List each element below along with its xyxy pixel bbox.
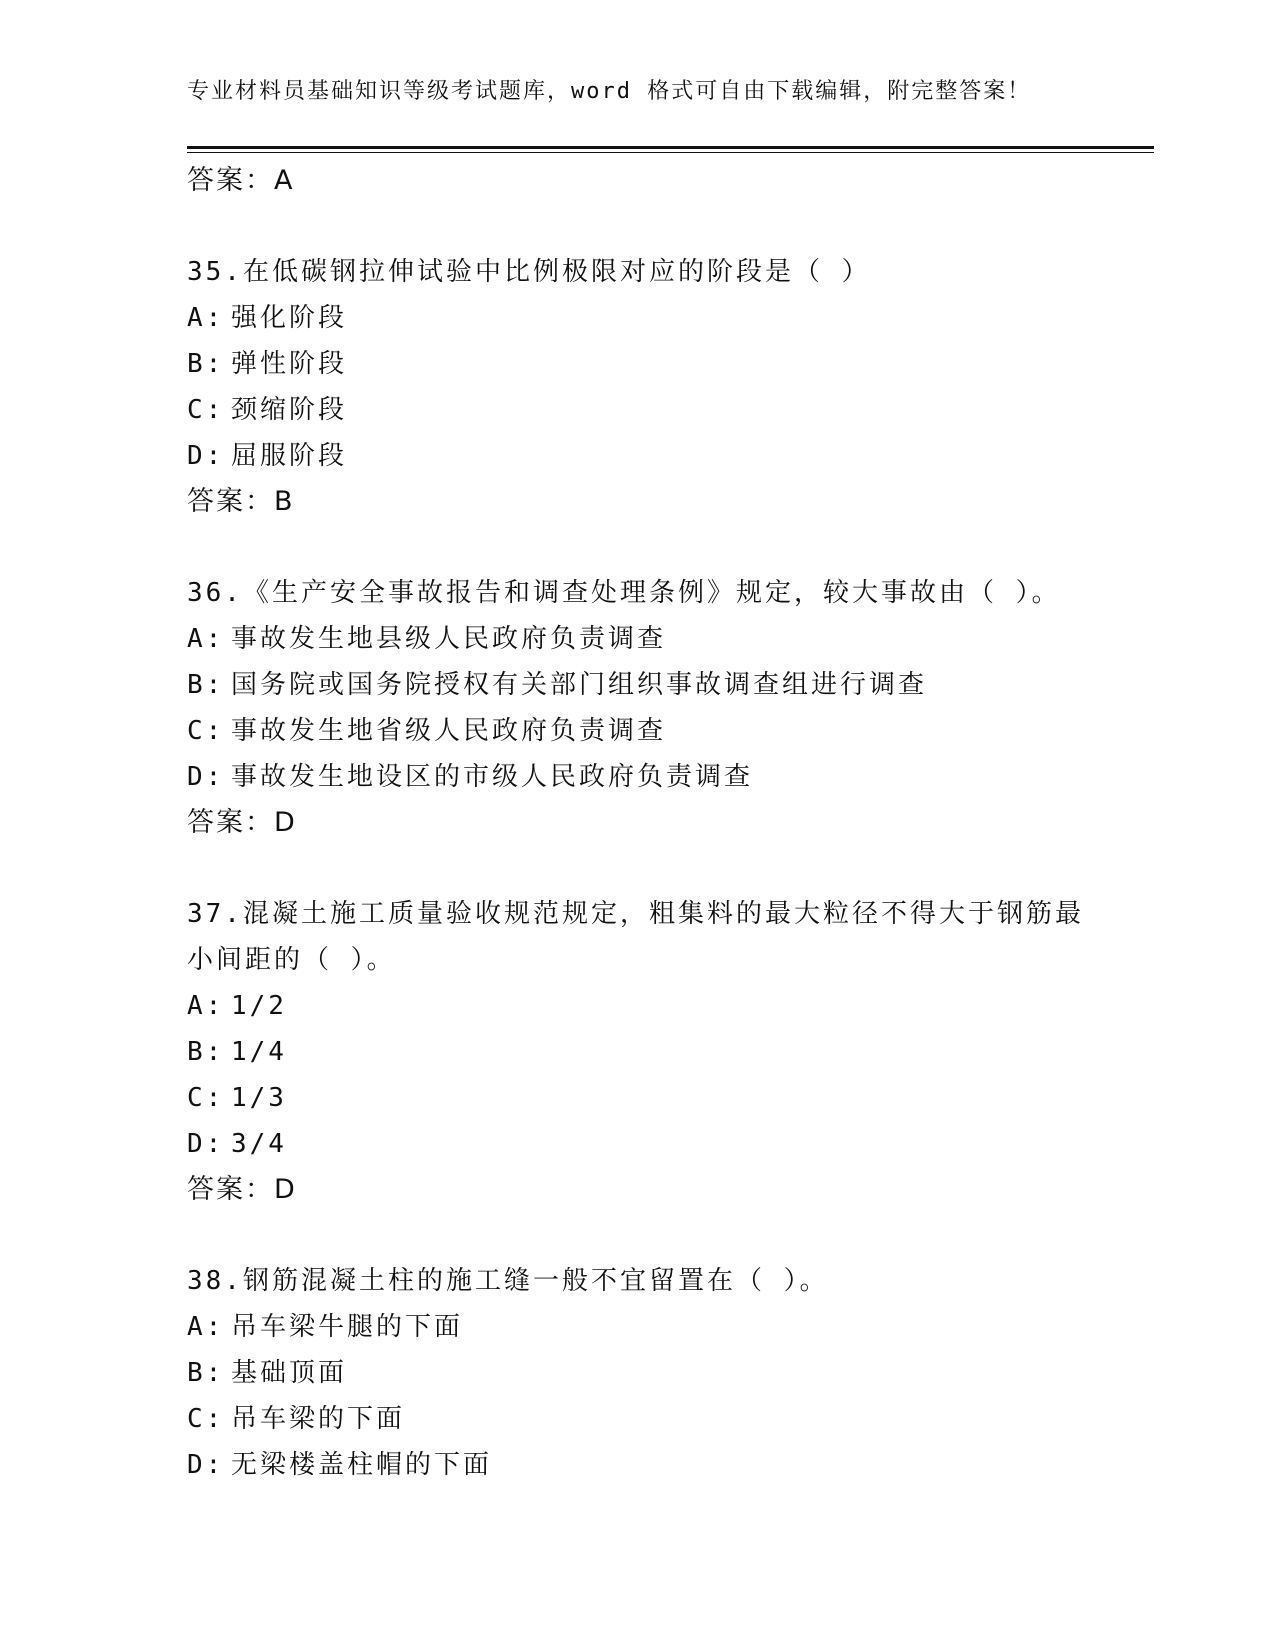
option-b bbox=[187, 1029, 1087, 1075]
option-text: 1/3 bbox=[231, 1083, 287, 1113]
option-key: D: bbox=[187, 1129, 225, 1159]
option-key: A: bbox=[187, 1312, 225, 1342]
option-key: C: bbox=[187, 716, 225, 746]
question-38 bbox=[187, 1258, 1087, 1488]
option-key: C: bbox=[187, 395, 225, 425]
question-35 bbox=[187, 249, 1087, 525]
option-a bbox=[187, 983, 1087, 1029]
option-text: 吊车梁牛腿的下面 bbox=[231, 1312, 464, 1342]
option-b bbox=[187, 662, 1087, 708]
page-header: 专业材料员基础知识等级考试题库，word 格式可自由下载编辑，附完整答案！ bbox=[187, 79, 1032, 104]
option-text: 1/2 bbox=[231, 991, 287, 1021]
option-c bbox=[187, 1396, 1087, 1442]
option-text: 1/4 bbox=[231, 1037, 287, 1067]
question-stem: 36.《生产安全事故报告和调查处理条例》规定，较大事故由（ ）。 bbox=[187, 578, 1061, 608]
option-d bbox=[187, 433, 1087, 479]
option-text: 基础顶面 bbox=[231, 1358, 348, 1388]
question-36 bbox=[187, 570, 1087, 846]
option-b bbox=[187, 1350, 1087, 1396]
option-text: 颈缩阶段 bbox=[231, 395, 348, 425]
option-c bbox=[187, 387, 1087, 433]
answer-prev: 答案：A bbox=[187, 165, 295, 196]
option-key: B: bbox=[187, 349, 225, 379]
option-key: B: bbox=[187, 670, 225, 700]
option-d bbox=[187, 754, 1087, 800]
option-key: B: bbox=[187, 1358, 225, 1388]
question-list bbox=[187, 158, 1087, 1488]
option-b bbox=[187, 341, 1087, 387]
question-37 bbox=[187, 891, 1087, 1213]
option-text: 弹性阶段 bbox=[231, 349, 348, 379]
question-stem: 38.钢筋混凝土柱的施工缝一般不宜留置在（ ）。 bbox=[187, 1266, 829, 1296]
option-key: C: bbox=[187, 1404, 225, 1434]
option-c bbox=[187, 708, 1087, 754]
question-stem: 35.在低碳钢拉伸试验中比例极限对应的阶段是（ ） bbox=[187, 257, 871, 287]
answer: 答案：B bbox=[187, 486, 295, 517]
option-key: A: bbox=[187, 624, 225, 654]
answer: 答案：D bbox=[187, 807, 297, 838]
header-rule-thin bbox=[187, 152, 1154, 153]
option-key: D: bbox=[187, 762, 225, 792]
option-a bbox=[187, 616, 1087, 662]
option-key: A: bbox=[187, 303, 225, 333]
option-key: D: bbox=[187, 1450, 225, 1480]
option-text: 事故发生地县级人民政府负责调查 bbox=[231, 624, 667, 654]
header-rule-thick bbox=[187, 146, 1154, 149]
option-text: 强化阶段 bbox=[231, 303, 348, 333]
option-text: 屈服阶段 bbox=[231, 441, 348, 471]
question-stem-line-1: 37.混凝土施工质量验收规范规定，粗集料的最大粒径不得大于钢筋最 bbox=[187, 899, 1084, 929]
question-stem-line-2: 小间距的（ ）。 bbox=[187, 945, 396, 975]
option-key: A: bbox=[187, 991, 225, 1021]
option-a bbox=[187, 1304, 1087, 1350]
option-key: D: bbox=[187, 441, 225, 471]
answer: 答案：D bbox=[187, 1174, 297, 1205]
option-text: 国务院或国务院授权有关部门组织事故调查组进行调查 bbox=[231, 670, 928, 700]
option-d bbox=[187, 1121, 1087, 1167]
option-key: B: bbox=[187, 1037, 225, 1067]
option-a bbox=[187, 295, 1087, 341]
option-text: 吊车梁的下面 bbox=[231, 1404, 406, 1434]
option-d bbox=[187, 1442, 1087, 1488]
option-text: 3/4 bbox=[231, 1129, 287, 1159]
option-c bbox=[187, 1075, 1087, 1121]
option-text: 事故发生地省级人民政府负责调查 bbox=[231, 716, 667, 746]
option-key: C: bbox=[187, 1083, 225, 1113]
option-text: 事故发生地设区的市级人民政府负责调查 bbox=[231, 762, 754, 792]
option-text: 无梁楼盖柱帽的下面 bbox=[231, 1450, 493, 1480]
